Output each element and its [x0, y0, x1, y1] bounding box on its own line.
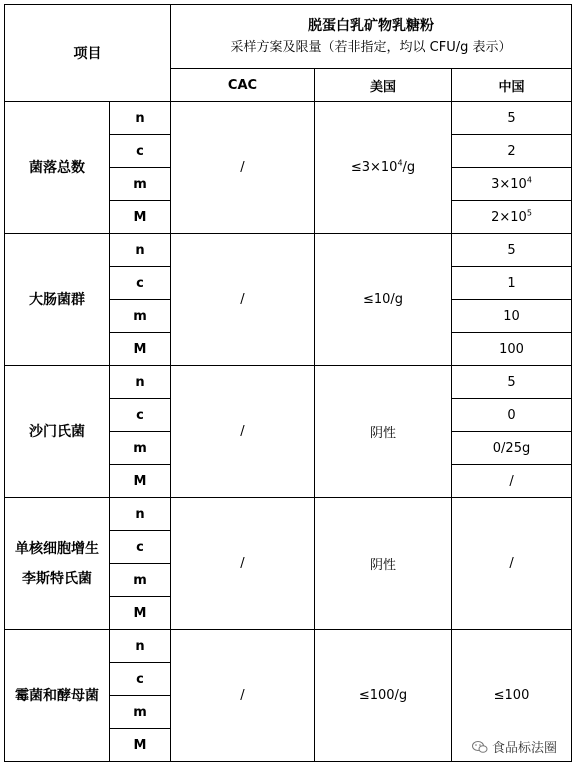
column-cac: CAC: [171, 69, 315, 102]
param-M: M: [110, 465, 171, 498]
cac-value: /: [171, 366, 315, 498]
param-n: n: [110, 366, 171, 399]
china-value: $3\times 10^4$: [452, 168, 572, 201]
sampling-subtitle: 采样方案及限量（若非指定，均以 CFU/g 表示）: [230, 39, 512, 55]
category-cell: 大肠菌群: [5, 234, 110, 366]
param-M: M: [110, 729, 171, 762]
param-c: c: [110, 531, 171, 564]
param-c: c: [110, 135, 171, 168]
china-value: 5: [452, 234, 572, 267]
china-value: 0/25g: [452, 432, 572, 465]
header-item: 项目: [5, 5, 171, 102]
china-value: 100: [452, 333, 572, 366]
column-usa: 美国: [315, 69, 452, 102]
category-cell: 霉菌和酵母菌: [5, 630, 110, 762]
param-m: m: [110, 300, 171, 333]
param-m: m: [110, 168, 171, 201]
cac-value: /: [171, 498, 315, 630]
param-c: c: [110, 267, 171, 300]
category-cell: [5, 498, 110, 630]
wechat-icon: [472, 740, 488, 754]
china-value: 10: [452, 300, 572, 333]
cac-value: /: [171, 630, 315, 762]
usa-value: ≤10/g: [315, 234, 452, 366]
usa-value: ≤100/g: [315, 630, 452, 762]
param-n: n: [110, 102, 171, 135]
param-c: c: [110, 663, 171, 696]
category-cell: 菌落总数: [5, 102, 110, 234]
param-M: M: [110, 597, 171, 630]
param-m: m: [110, 696, 171, 729]
microbial-limits-table: [4, 4, 572, 762]
category-line: 单核细胞增生: [15, 540, 99, 557]
param-n: n: [110, 234, 171, 267]
usa-value: $\le 3\times 10^4/g$: [315, 102, 452, 234]
category-cell: 沙门氏菌: [5, 366, 110, 498]
cac-value: /: [171, 234, 315, 366]
param-m: m: [110, 564, 171, 597]
param-M: M: [110, 333, 171, 366]
param-n: n: [110, 630, 171, 663]
usa-value: 阴性: [315, 366, 452, 498]
watermark: [472, 737, 557, 756]
param-M: M: [110, 201, 171, 234]
column-china: 中国: [452, 69, 572, 102]
param-n: n: [110, 498, 171, 531]
china-value: 5: [452, 102, 572, 135]
param-m: m: [110, 432, 171, 465]
china-value: $2\times 10^5$: [452, 201, 572, 234]
header-product: [171, 5, 572, 69]
category-line: 李斯特氏菌: [22, 570, 92, 587]
china-value: 0: [452, 399, 572, 432]
product-name: 脱蛋白乳矿物乳糖粉: [308, 17, 434, 34]
cac-value: /: [171, 102, 315, 234]
china-value: ≤100: [452, 630, 572, 762]
china-value: 1: [452, 267, 572, 300]
china-value: 2: [452, 135, 572, 168]
param-c: c: [110, 399, 171, 432]
china-value: /: [452, 498, 572, 630]
china-value: /: [452, 465, 572, 498]
usa-value: 阴性: [315, 498, 452, 630]
watermark-text: 食品标法圈: [491, 741, 557, 756]
china-value: 5: [452, 366, 572, 399]
